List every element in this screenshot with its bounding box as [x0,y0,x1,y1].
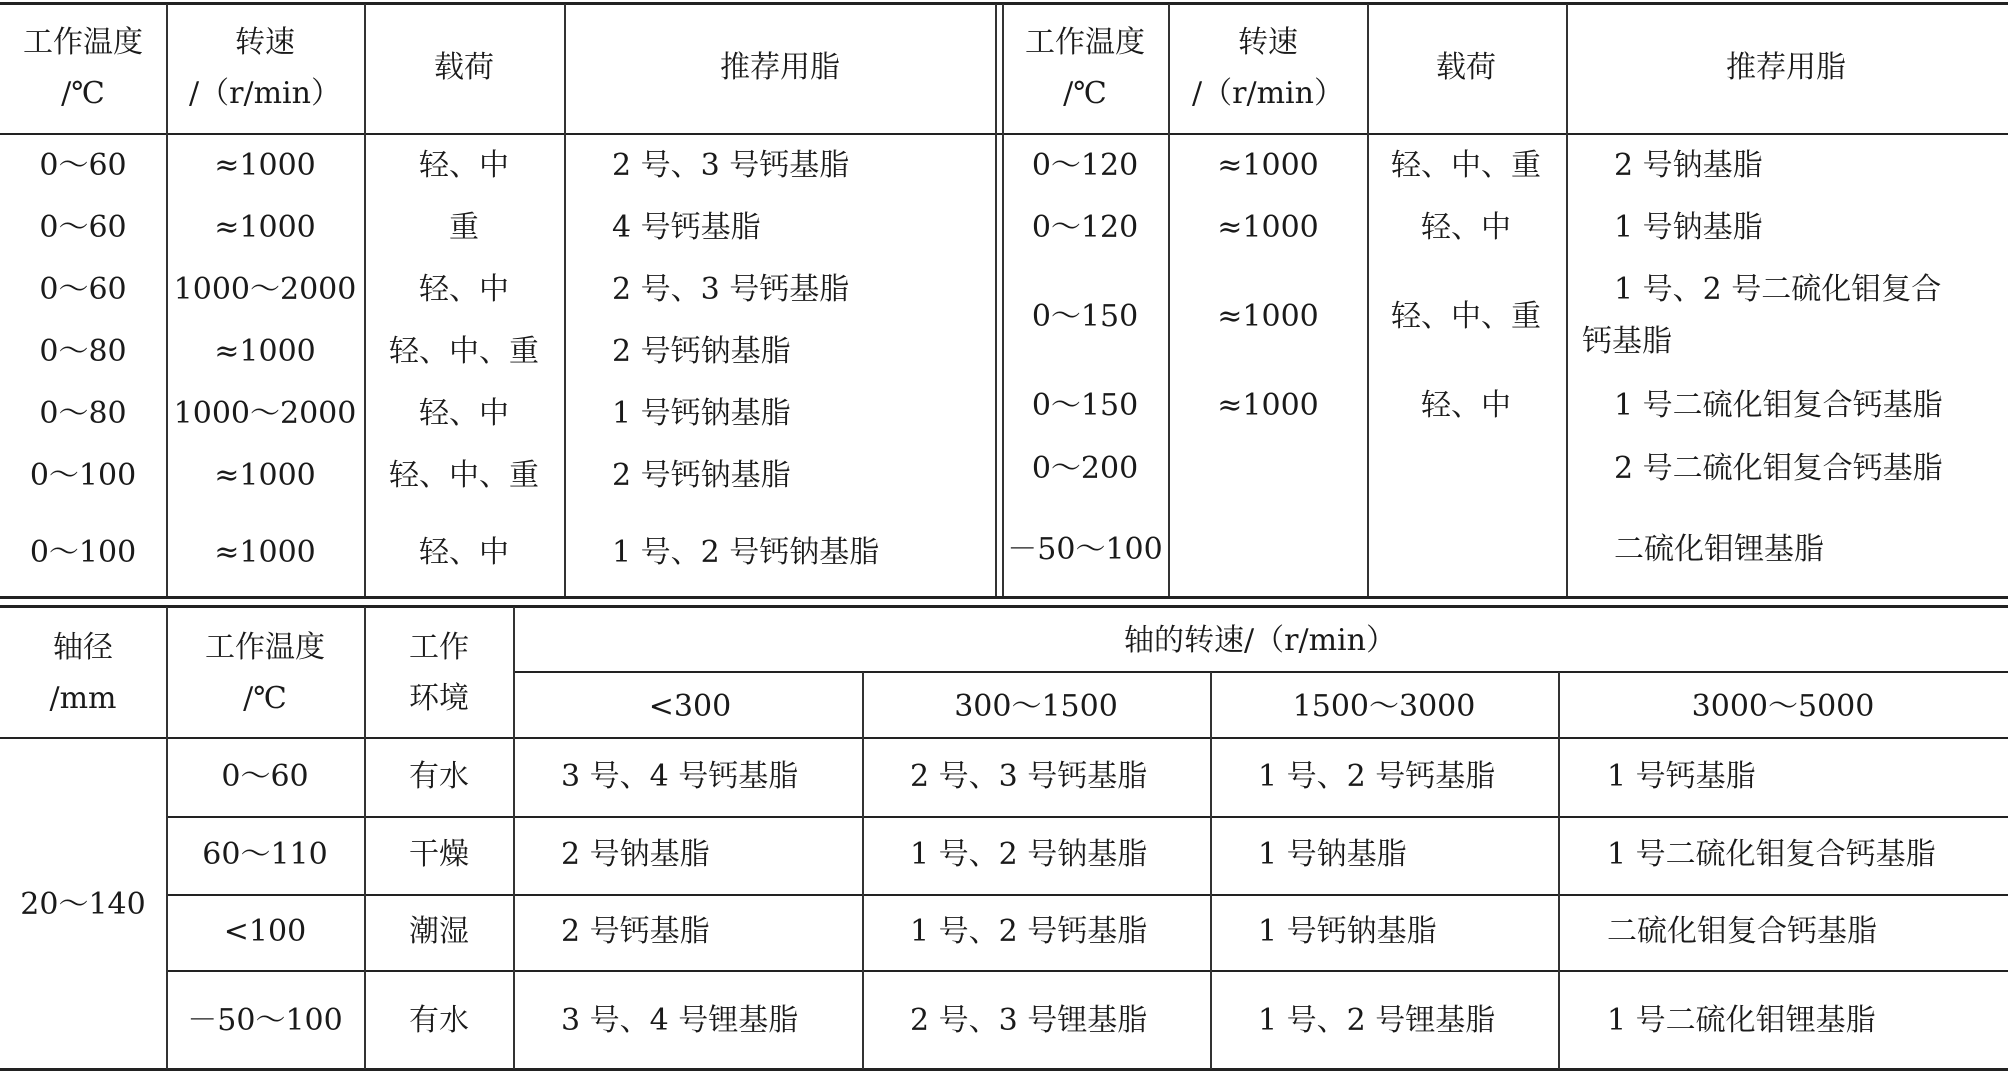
t2-cell-grease: 1 号钙基脂 [1607,759,1756,794]
t2-cell-grease: 2 号、3 号钙基脂 [910,759,1148,794]
t1-right-cell-temp: 0～150 [1031,299,1139,334]
t1-left-cell-load: 轻、中、重 [389,458,539,493]
t2-cell-grease: 二硫化钼复合钙基脂 [1607,914,1877,949]
t1-right-cell-load: 轻、中、重 [1391,148,1541,183]
t2-header-rule [0,737,2008,739]
t1-right-cell-speed: ≈1000 [1217,210,1319,245]
t1-left-cell-speed: 1000～2000 [173,396,357,431]
t1-left-header-load: 载荷 [434,50,494,85]
t2-cell-temp: 0～60 [221,759,309,794]
table1-header-rule [0,133,2008,135]
t1-left-cell-grease: 2 号钙钠基脂 [612,334,791,369]
t2-header-speed-col: <300 [648,689,732,724]
t1-right-cell-grease: 1 号、2 号二硫化钼复合 [1614,272,1942,307]
t2-cell-grease: 3 号、4 号钙基脂 [561,759,799,794]
t2-cell-temp: －50～100 [187,1003,343,1038]
t1-left-cell-grease: 2 号、3 号钙基脂 [612,148,850,183]
t1-left-cell-temp: 0～80 [39,334,127,369]
t1-left-cell-temp: 0～80 [39,396,127,431]
t2-header-speed-group: 轴的转速/（r/min） [1124,623,1396,658]
t1-left-cell-speed: ≈1000 [214,535,316,570]
t2-header-speed-col: 300～1500 [954,689,1118,724]
t1-right-cell-load: 轻、中、重 [1391,299,1541,334]
t2-shaft-dia-value: 20～140 [20,887,146,922]
t1-left-cell-load: 轻、中 [419,535,509,570]
t2-cell-env: 有水 [409,1003,469,1038]
t1-right-header-speed-unit: /（r/min） [1192,76,1344,111]
t1-left-header-grease: 推荐用脂 [720,50,840,85]
t1-split-divider [995,4,997,596]
t1-right-cell-load: 轻、中 [1421,388,1511,423]
t1-left-cell-temp: 0～60 [39,272,127,307]
t1-left-cell-load: 重 [449,210,479,245]
t1-left-cell-speed: 1000～2000 [173,272,357,307]
t1-left-cell-temp: 0～60 [39,210,127,245]
t1-col-divider [1168,4,1170,596]
t1-right-header-speed: 转速 [1238,25,1298,60]
t2-bottom-rule [0,1068,2008,1071]
t1-left-cell-grease: 1 号钙钠基脂 [612,396,791,431]
t1-left-cell-temp: 0～100 [29,535,137,570]
t1-left-cell-speed: ≈1000 [214,210,316,245]
t1-left-header-speed: 转速 [235,25,295,60]
t1-col-divider [166,4,168,596]
t1-left-cell-temp: 0～100 [29,458,137,493]
t1-right-cell-temp: 0～120 [1031,210,1139,245]
t1-left-cell-load: 轻、中 [419,396,509,431]
t1-left-header-temp: 工作温度 [23,25,143,60]
t1-right-cell-speed: ≈1000 [1217,388,1319,423]
t2-header-env: 工作 [409,630,469,665]
t2-header-speed-col: 3000～5000 [1691,689,1875,724]
t1-left-cell-load: 轻、中、重 [389,334,539,369]
t1-right-header-grease: 推荐用脂 [1726,50,1846,85]
t1-right-cell-grease: 1 号二硫化钼复合钙基脂 [1614,388,1943,423]
t2-col-divider [862,672,864,1069]
table1-top-rule [0,2,2008,5]
t1-left-cell-grease: 4 号钙基脂 [612,210,761,245]
t1-right-header-load: 载荷 [1436,50,1496,85]
t1-left-cell-grease: 2 号、3 号钙基脂 [612,272,850,307]
t2-cell-grease: 1 号二硫化钼复合钙基脂 [1607,837,1936,872]
t2-col-divider [513,607,515,1069]
t2-header-shaft-dia-unit: /mm [49,681,117,716]
t2-header-temp: 工作温度 [205,630,325,665]
t2-cell-env: 干燥 [409,837,469,872]
t1-left-header-temp-unit: /℃ [61,76,105,111]
t1-right-cell-temp: 0～120 [1031,148,1139,183]
t2-col-divider [1558,672,1560,1069]
t2-cell-temp: <100 [223,914,307,949]
t2-cell-grease: 1 号钠基脂 [1258,837,1407,872]
t1-right-header-temp: 工作温度 [1025,25,1145,60]
t2-row-rule [166,816,2008,818]
t1-right-cell-grease-wrap: 钙基脂 [1582,324,1672,359]
t1-left-cell-grease: 2 号钙钠基脂 [612,458,791,493]
t1-right-cell-load: 轻、中 [1421,210,1511,245]
t1-right-cell-grease: 二硫化钼锂基脂 [1614,532,1824,567]
t1-left-cell-temp: 0～60 [39,148,127,183]
t1-left-cell-speed: ≈1000 [214,458,316,493]
t1-right-cell-speed: ≈1000 [1217,148,1319,183]
t2-cell-grease: 1 号、2 号钠基脂 [910,837,1148,872]
t2-col-divider [1210,672,1212,1069]
t2-cell-grease: 2 号钙基脂 [561,914,710,949]
t2-cell-grease: 1 号、2 号锂基脂 [1258,1003,1496,1038]
t1-left-cell-speed: ≈1000 [214,334,316,369]
t2-cell-grease: 2 号钠基脂 [561,837,710,872]
t1-col-divider [1566,4,1568,596]
t2-cell-grease: 1 号、2 号钙基脂 [1258,759,1496,794]
table1-bottom-rule-2 [0,605,2008,608]
t1-col-divider [1367,4,1369,596]
t2-cell-grease: 1 号二硫化钼锂基脂 [1607,1003,1876,1038]
t2-cell-grease: 1 号、2 号钙基脂 [910,914,1148,949]
t1-split-divider [1002,4,1004,596]
t2-row-rule [166,894,2008,896]
t2-cell-env: 有水 [409,759,469,794]
t1-right-cell-grease: 2 号钠基脂 [1614,148,1763,183]
t1-col-divider [564,4,566,596]
t1-right-cell-temp: 0～150 [1031,388,1139,423]
t1-left-cell-grease: 1 号、2 号钙钠基脂 [612,535,880,570]
t1-left-cell-speed: ≈1000 [214,148,316,183]
t2-header-speed-col: 1500～3000 [1292,689,1476,724]
t1-left-header-speed-unit: /（r/min） [189,76,341,111]
table1-bottom-rule [0,596,2008,599]
t1-right-header-temp-unit: /℃ [1063,76,1107,111]
t2-col-divider [166,607,168,1069]
t1-right-cell-speed: ≈1000 [1217,299,1319,334]
t1-right-cell-temp: －50～100 [1007,532,1163,567]
t2-cell-grease: 1 号钙钠基脂 [1258,914,1437,949]
t2-speed-group-rule [513,671,2008,673]
t2-header-temp-unit: /℃ [243,681,287,716]
t2-cell-grease: 2 号、3 号锂基脂 [910,1003,1148,1038]
t1-left-cell-load: 轻、中 [419,148,509,183]
t2-header-shaft-dia: 轴径 [53,630,113,665]
t2-cell-env: 潮湿 [409,914,469,949]
t1-right-cell-temp: 0～200 [1031,451,1139,486]
t2-cell-grease: 3 号、4 号锂基脂 [561,1003,799,1038]
t1-right-cell-grease: 2 号二硫化钼复合钙基脂 [1614,451,1943,486]
t2-header-env-2: 环境 [409,681,469,716]
t1-col-divider [364,4,366,596]
t1-right-cell-grease: 1 号钠基脂 [1614,210,1763,245]
t2-cell-temp: 60～110 [202,837,328,872]
t2-col-divider [364,607,366,1069]
t2-row-rule [166,970,2008,972]
t1-left-cell-load: 轻、中 [419,272,509,307]
